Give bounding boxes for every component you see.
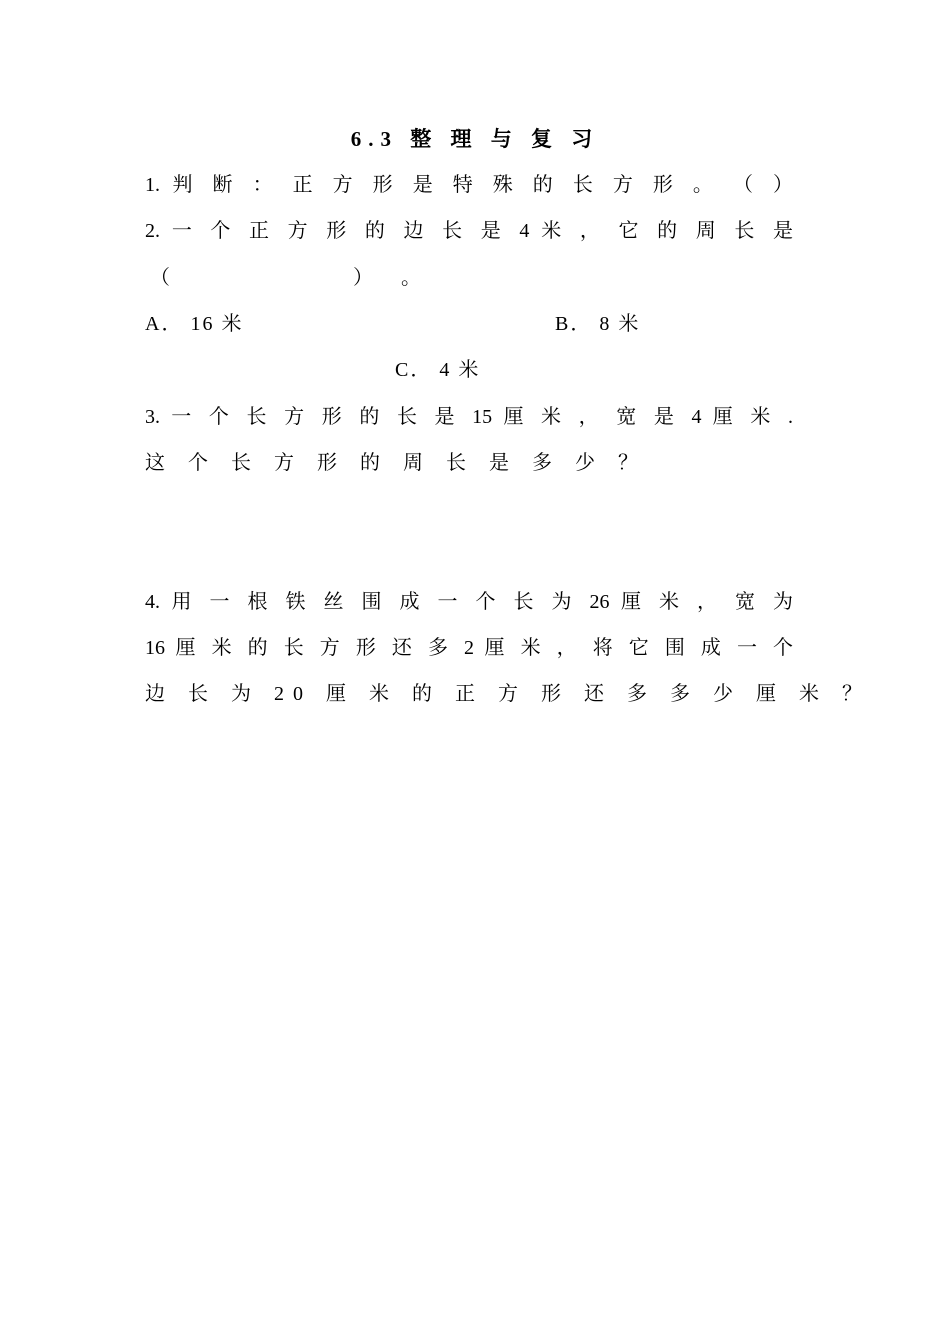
question-1-line-1: 1. 判 断 ： 正 方 形 是 特 殊 的 长 方 形 。 （ ） [145,174,793,196]
question-2-line-1: 2. 一 个 正 方 形 的 边 长 是 4 米 ， 它 的 周 长 是 [145,220,793,242]
question-2-option-b: B． 8 米 [555,313,641,335]
question-2-option-a: A． 16 米 [145,313,244,335]
question-2-answer-blank: （ ） 。 [150,267,430,289]
question-3-line-2: 这 个 长 方 形 的 周 长 是 多 少 ？ [145,452,647,474]
question-3-line-1: 3. 一 个 长 方 形 的 长 是 15 厘 米 ， 宽 是 4 厘 米 . [145,406,793,428]
question-4-line-1: 4. 用 一 根 铁 丝 围 成 一 个 长 为 26 厘 米 ， 宽 为 [145,591,793,613]
question-2-option-c: C． 4 米 [395,359,481,381]
question-4-line-2: 16 厘 米 的 长 方 形 还 多 2 厘 米 ， 将 它 围 成 一 个 [145,637,793,659]
page-title: 6.3 整 理 与 复 习 [350,127,600,151]
question-4-line-3: 边 长 为 20 厘 米 的 正 方 形 还 多 多 少 厘 米 ？ [145,683,871,705]
